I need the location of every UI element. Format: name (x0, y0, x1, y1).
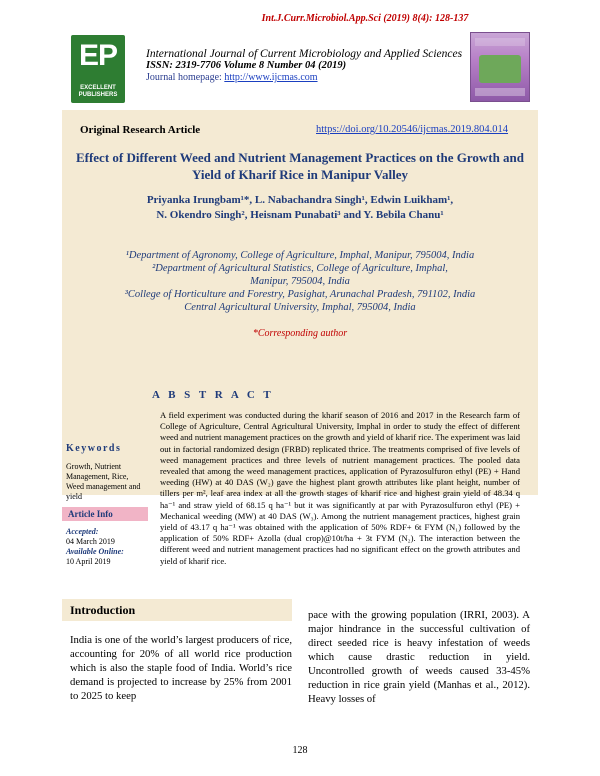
page-number: 128 (292, 745, 308, 756)
journal-name: International Journal of Current Microbiology and Applied Sciences (146, 48, 463, 60)
introduction-column-1: India is one of the world’s largest producers of rice, accounting for 20% of all world rice production which is also the staple food of India. World’s rice demand is projected to increase by 25% from 2001 to 2025 to keep (70, 634, 292, 702)
article-type: Original Research Article (80, 124, 201, 136)
journal-info (146, 48, 466, 84)
introduction-column-2: pace with the growing population (IRRI, 2003). A major hindrance in the successful cultivation of direct seeded rice is heavy infestation of weeds which cause drastic reduction in yield. Uncontrolled growth of weeds caused 33-45% reduction in rice grain yield (Manhas et al., 2012). Heavy losses of (308, 609, 530, 705)
homepage-label: Journal homepage: (146, 72, 225, 83)
affiliations (70, 249, 530, 314)
logo-letters: EP (78, 39, 118, 72)
running-header: Int.J.Curr.Microbiol.App.Sci (2019) 8(4): 128-137 (261, 13, 469, 24)
article-info-heading: Article Info (68, 509, 113, 519)
publisher-logo-icon (71, 35, 125, 103)
authors-line-1: Priyanka Irungbam¹*, L. Nabachandra Singh¹, Edwin Luikham¹, (146, 194, 454, 206)
keywords-list: Growth, Nutrient Management, Rice, Weed management and yield (66, 462, 141, 501)
accepted-label: Accepted: (66, 527, 99, 536)
authors-line-2: N. Okendro Singh², Heisnam Punabati³ and Y. Bebila Chanu¹ (156, 209, 444, 221)
homepage-link[interactable]: http://www.ijcmas.com (224, 72, 318, 83)
abstract-heading: A B S T R A C T (152, 389, 274, 401)
journal-homepage (146, 72, 466, 84)
affiliation-3: ³College of Horticulture and Forestry, Pasighat, Arunachal Pradesh, 791102, India (124, 289, 476, 300)
affiliation-2: ²Department of Agricultural Statistics, College of Agriculture, Imphal, (152, 263, 448, 274)
corresponding-author: *Corresponding author (252, 328, 348, 339)
doi-link[interactable]: https://doi.org/10.20546/ijcmas.2019.804.014 (316, 124, 509, 135)
affiliation-3b: Central Agricultural University, Imphal, 795004, India (184, 302, 416, 313)
accepted-date: 04 March 2019 (66, 537, 115, 546)
keywords-heading: Keywords (66, 443, 122, 454)
affiliation-1: ¹Department of Agronomy, College of Agriculture, Imphal, Manipur, 795004, India (125, 250, 475, 261)
journal-cover-icon (470, 32, 530, 102)
logo-publisher-text: EXCELLENT PUBLISHERS (78, 85, 118, 98)
available-label: Available Online: (66, 547, 124, 556)
author-list (70, 193, 530, 223)
available-date: 10 April 2019 (66, 557, 111, 566)
article-dates (66, 527, 148, 567)
introduction-heading: Introduction (70, 603, 136, 617)
article-title: Effect of Different Weed and Nutrient Management Practices on the Growth and Yield of Kharif Rice in Manipur Valley (75, 150, 525, 182)
abstract-text: A field experiment was conducted during the kharif season of 2016 and 2017 in the Research farm of College of Agriculture, Central Agricultural University, Imphal in order to study the effect of different weed and nutrient management practices on the growth and yield of kharif rice. The experiment was laid out in factorial randomized design (FRBD) replicated thrice. The treatments comprised of five levels of weed management practices and three levels of nutrient management practices. The pooled data revealed that among the weed management practices, application of Pyrazosulfuron ethyl (PE) + Hand weeding (HW) at 40 DAS (W₂) gave the highest plant growth attributes like plant height, number of tillers per m², leaf area index at all the growth stages of kharif rice and highest grain yield of 48.34 q ha⁻¹ and straw yield of 68.15 q ha⁻¹ but it was significantly at par with Pyrazosulfuron ethyl (PE) + Mechanical weeding (MW) at 40 DAS (W₃). Among the nutrient management practices, highest grain yield of 43.17 q ha⁻¹ was obtained with the application of 50% RDF+ 6t FYM (N₁) followed by the application of 50% RDF+ Azolla (dual crop)@10t/ha + 3t FYM (N₂). The interaction between the different weed and nutrient management practices had no significant effect on the growth attributes and yield of kharif rice. (160, 410, 520, 566)
affiliation-2b: Manipur, 795004, India (250, 276, 350, 287)
journal-issn: ISSN: 2319-7706 Volume 8 Number 04 (2019) (146, 60, 347, 71)
